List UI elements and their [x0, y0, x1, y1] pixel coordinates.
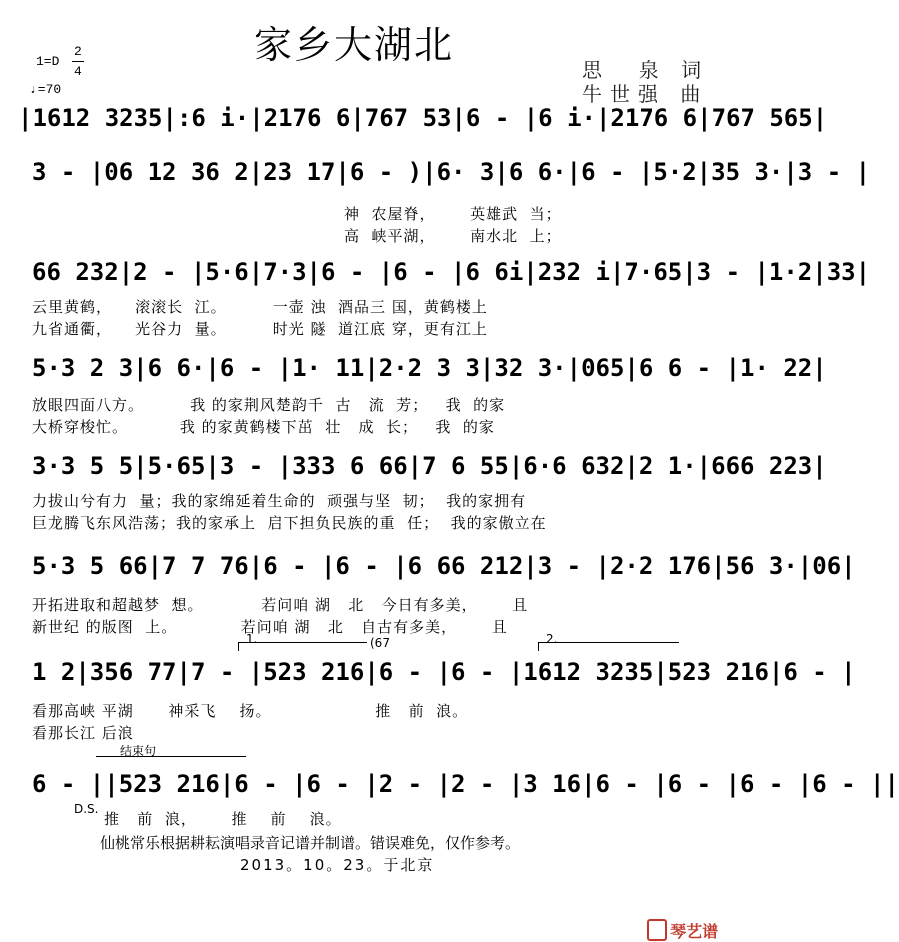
- lyric-row-4b: 大桥穿梭忙。 我 的家黄鹤楼下茁 壮 成 长； 我 的家: [32, 418, 495, 436]
- volta-2-label: 2.: [546, 632, 558, 646]
- lyric-row-3b: 九省通衢， 光谷力 量。 时光 隧 道江底 穿，更有江上: [32, 320, 488, 338]
- lyric-row-3a: 云里黄鹤， 滚滚长 江。 一壶 浊 酒品三 国，黄鹤楼上: [32, 298, 488, 316]
- lyric-row-7a: 看那高峡 平湖 神采飞 扬。 推 前 浪。: [32, 702, 469, 720]
- notation-row-2: 3 - |06 12 36 2|23 17|6 - )|6· 3|6 6·|6 - |5·2|35 3·|3 - |: [32, 158, 871, 186]
- time-signature-bottom: 4: [74, 64, 82, 79]
- notation-row-7: 1 2|356 77|7 - |523 216|6 - |6 - |1612 3235|523 216|6 - |: [32, 658, 856, 686]
- lyric-row-2a: 神 农屋脊， 英雄武 当；: [344, 205, 562, 223]
- lyric-row-6b: 新世纪 的版图 上。 若问咱 湖 北 自古有多美， 且: [32, 618, 508, 636]
- logo-icon: [647, 919, 667, 941]
- ds-marking: D.S.: [74, 802, 99, 816]
- lyric-row-8: 推 前 浪， 推 前 浪。: [104, 810, 342, 828]
- lyricist-credit: 思 泉 词: [582, 58, 710, 82]
- notation-row-6: 5·3 5 66|7 7 76|6 - |6 - |6 66 212|3 - |2·2 176|56 3·|06|: [32, 552, 856, 580]
- logo-text: 琴艺谱: [670, 922, 719, 941]
- time-signature-top: 2: [74, 44, 82, 59]
- ending-bracket: [96, 756, 246, 765]
- footer-note: 仙桃常乐根据耕耘演唱录音记谱并制谱。错误难免，仅作参考。: [100, 834, 521, 852]
- notation-row-8: 6 - ||523 216|6 - |6 - |2 - |2 - |3 16|6 - |6 - |6 - |6 - ||: [32, 770, 899, 798]
- notation-row-4: 5·3 2 3|6 6·|6 - |1· 11|2·2 3 3|32 3·|065|6 6 - |1· 22|: [32, 354, 827, 382]
- lyric-row-7b: 看那长江 后浪: [32, 724, 134, 742]
- key-signature: 1=D: [36, 54, 60, 69]
- time-signature-line: [72, 61, 84, 62]
- volta-2-bracket: [538, 642, 679, 651]
- lyric-row-6a: 开拓进取和超越梦 想。 若问咱 湖 北 今日有多美， 且: [32, 596, 529, 614]
- lyric-row-2b: 高 峡平湖， 南水北 上；: [344, 227, 562, 245]
- lyric-row-5a: 力拔山兮有力 量；我的家绵延着生命的 顽强与坚 韧； 我的家拥有: [32, 492, 527, 510]
- volta-1-label: 1.: [246, 632, 258, 646]
- notation-row-3: 66 232|2 - |5·6|7·3|6 - |6 - |6 6i|232 i|7·65|3 - |1·2|33|: [32, 258, 871, 286]
- composer-credit: 牛世强 曲: [582, 82, 709, 106]
- notation-row-1: |1612 3235|:6 i·|2176 6|767 53|6 - |6 i·|2176 6|767 565|: [18, 104, 828, 132]
- tempo-marking: ♩=70: [30, 82, 62, 97]
- lyric-row-4a: 放眼四面八方。 我 的家荆风楚韵千 古 流 芳； 我 的家: [32, 396, 506, 414]
- song-title: 家乡大湖北: [253, 23, 454, 67]
- ending-label: 结束句: [120, 744, 157, 758]
- repeat-bracket-label: (67: [370, 636, 390, 650]
- site-logo: [636, 900, 718, 942]
- lyric-row-5b: 巨龙腾飞东风浩荡；我的家承上 启下担负民族的重 任； 我的家傲立在: [32, 514, 547, 532]
- footer-date: 2013。10。23。于北京: [240, 856, 435, 874]
- notation-row-5: 3·3 5 5|5·65|3 - |333 6 66|7 6 55|6·6 632|2 1·|666 223|: [32, 452, 827, 480]
